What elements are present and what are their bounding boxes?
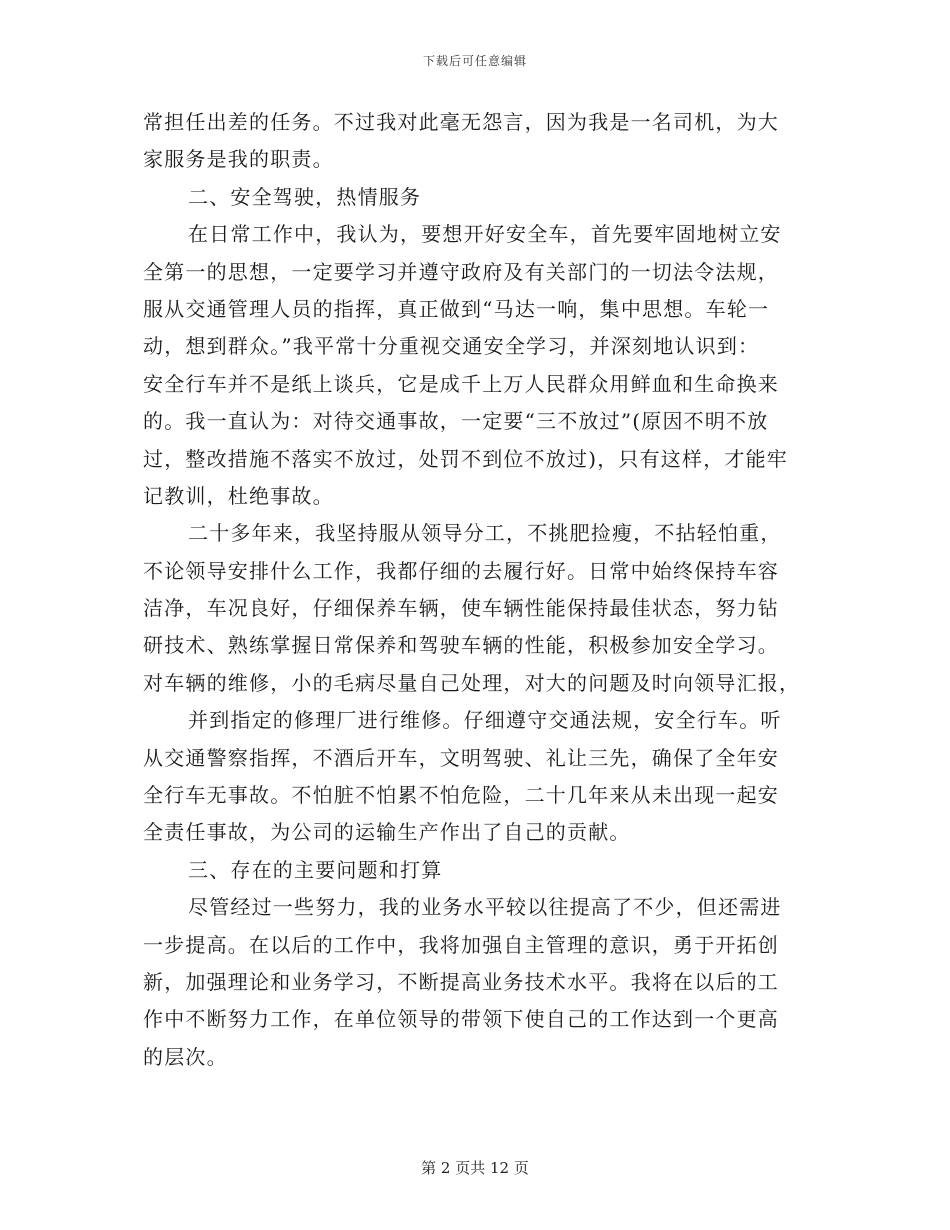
text-line: 在日常工作中，我认为，要想开好安全车，首先要牢固地树立安 bbox=[188, 222, 782, 247]
text-line: 动，想到群众。”我平常十分重视交通安全学习，并深刻地认识到： bbox=[143, 334, 760, 359]
text-line: 服从交通管理人员的指挥，真正做到“马达一响，集中思想。车轮一 bbox=[143, 296, 770, 321]
text-line: 不论领导安排什么工作，我都仔细的去履行好。日常中始终保持车容 bbox=[143, 558, 779, 583]
text-line: 全行车无事故。不怕脏不怕累不怕危险，二十几年来从未出现一起安 bbox=[143, 783, 779, 808]
text-line: 并到指定的修理厂进行维修。仔细遵守交通法规，安全行车。听 bbox=[188, 708, 782, 733]
text-line: 安全行车并不是纸上谈兵，它是成千上万人民群众用鲜血和生命换来 bbox=[143, 371, 779, 396]
section-heading: 三、存在的主要问题和打算 bbox=[188, 857, 443, 882]
text-line: 洁净，车况良好，仔细保养车辆，使车辆性能保持最佳状态，努力钻 bbox=[143, 596, 779, 621]
text-line: 新，加强理论和业务学习，不断提高业务技术水平。我将在以后的工 bbox=[143, 969, 779, 994]
text-line: 研技术、熟练掌握日常保养和驾驶车辆的性能，积极参加安全学习。 bbox=[143, 633, 779, 658]
text-line: 全第一的思想，一定要学习并遵守政府及有关部门的一切法令法规， bbox=[143, 259, 779, 284]
text-line: 尽管经过一些努力，我的业务水平较以往提高了不少，但还需进 bbox=[188, 895, 782, 920]
text-line: 的层次。 bbox=[143, 1044, 228, 1069]
text-line: 对车辆的维修，小的毛病尽量自己处理，对大的问题及时向领导汇报， bbox=[143, 670, 801, 695]
document-body bbox=[143, 104, 808, 1076]
text-line: 记教训，杜绝事故。 bbox=[143, 483, 334, 508]
section-heading: 二、安全驾驶，热情服务 bbox=[188, 184, 422, 209]
page-number: 第 2 页共 12 页 bbox=[421, 1159, 529, 1177]
text-line: 作中不断努力工作，在单位领导的带领下使自己的工作达到一个更高 bbox=[143, 1007, 779, 1032]
text-line: 从交通警察指挥，不酒后开车，文明驾驶、礼让三先，确保了全年安 bbox=[143, 745, 779, 770]
text-line: 全责任事故，为公司的运输生产作出了自己的贡献。 bbox=[143, 820, 631, 845]
text-line: 家服务是我的职责。 bbox=[143, 147, 334, 172]
text-line: 二十多年来，我坚持服从领导分工，不挑肥捡瘦，不拈轻怕重， bbox=[188, 521, 782, 546]
text-line: 常担任出差的任务。不过我对此毫无怨言，因为我是一名司机，为大 bbox=[143, 110, 779, 134]
text-line: 的。我一直认为：对待交通事故，一定要“三不放过”(原因不明不放 bbox=[143, 409, 769, 434]
page-header-note: 下载后可任意编辑 bbox=[422, 54, 527, 68]
text-line: 一步提高。在以后的工作中，我将加强自主管理的意识，勇于开拓创 bbox=[143, 932, 779, 957]
text-line: 过，整改措施不落实不放过，处罚不到位不放过)，只有这样，才能牢 bbox=[143, 446, 789, 471]
